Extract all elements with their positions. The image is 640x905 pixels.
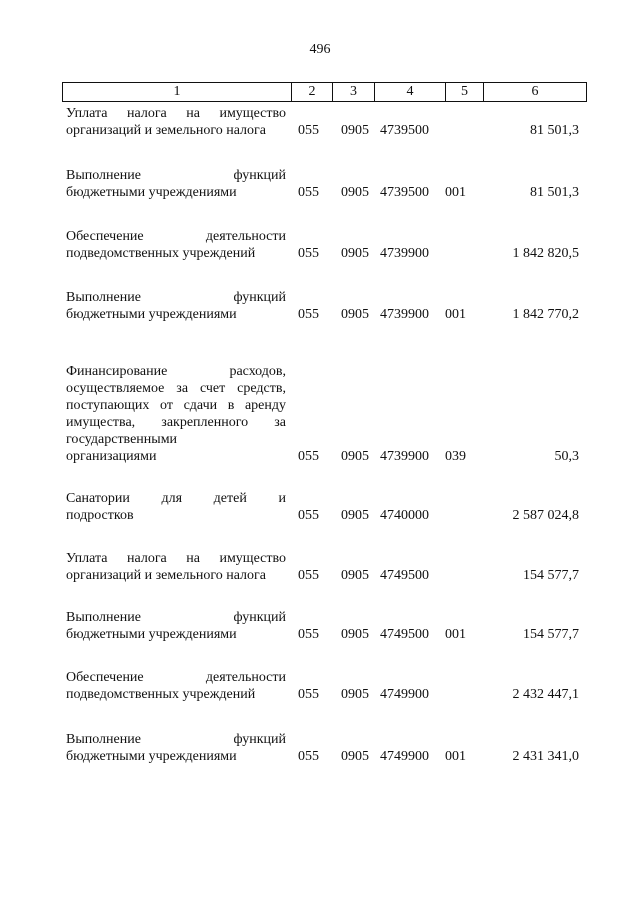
row-description: [66, 228, 286, 262]
cell-c3: 0905: [341, 307, 369, 322]
row-description: [66, 289, 286, 323]
cell-c2: 055: [298, 185, 319, 200]
description-line: государственными: [66, 432, 178, 447]
description-line: Выполнение функций: [66, 732, 286, 747]
cell-c2: 055: [298, 246, 319, 261]
cell-c4: 4739900: [380, 449, 429, 464]
header-col-5: 5: [446, 83, 484, 101]
table-row: [62, 167, 587, 201]
row-description: [66, 490, 286, 524]
description-line: имущества, закрепленного за: [66, 415, 286, 430]
cell-c2: 055: [298, 123, 319, 138]
description-line: Обеспечение деятельности: [66, 229, 286, 244]
description-line: подростков: [66, 508, 134, 523]
header-col-4: 4: [375, 83, 446, 101]
table-row: [62, 550, 587, 584]
cell-c3: 0905: [341, 185, 369, 200]
cell-c6: 154 577,7: [523, 568, 579, 583]
cell-c3: 0905: [341, 568, 369, 583]
header-col-3: 3: [333, 83, 375, 101]
cell-c4: 4749500: [380, 568, 429, 583]
cell-c6: 81 501,3: [530, 123, 579, 138]
row-description: [66, 609, 286, 643]
cell-c6: 81 501,3: [530, 185, 579, 200]
cell-c3: 0905: [341, 508, 369, 523]
row-description: [66, 167, 286, 201]
cell-c2: 055: [298, 627, 319, 642]
cell-c5: 001: [445, 307, 466, 322]
cell-c3: 0905: [341, 449, 369, 464]
table-row: [62, 490, 587, 524]
cell-c4: 4749900: [380, 687, 429, 702]
cell-c4: 4739900: [380, 307, 429, 322]
cell-c6: 50,3: [554, 449, 579, 464]
cell-c2: 055: [298, 508, 319, 523]
row-description: [66, 550, 286, 584]
description-line: организациями: [66, 449, 157, 464]
header-col-6: 6: [531, 84, 539, 99]
description-line: осуществляемое за счет средств,: [66, 381, 286, 396]
description-line: бюджетными учреждениями: [66, 749, 237, 764]
description-line: Санатории для детей и: [66, 491, 286, 506]
cell-c2: 055: [298, 307, 319, 322]
cell-c3: 0905: [341, 749, 369, 764]
description-line: Выполнение функций: [66, 290, 286, 305]
cell-c3: 0905: [341, 687, 369, 702]
cell-c2: 055: [298, 449, 319, 464]
description-line: поступающих от сдачи в аренду: [66, 398, 286, 413]
cell-c4: 4740000: [380, 508, 429, 523]
description-line: бюджетными учреждениями: [66, 307, 237, 322]
cell-c4: 4739900: [380, 246, 429, 261]
cell-c5: 001: [445, 185, 466, 200]
table-header: [62, 82, 587, 102]
header-col-1: 1: [63, 83, 292, 101]
description-line: организаций и земельного налога: [66, 123, 266, 138]
table-row: [62, 105, 587, 139]
table-row: [62, 731, 587, 765]
cell-c5: 001: [445, 749, 466, 764]
cell-c4: 4749500: [380, 627, 429, 642]
cell-c4: 4749900: [380, 749, 429, 764]
cell-c5: 039: [445, 449, 466, 464]
description-line: бюджетными учреждениями: [66, 185, 237, 200]
description-line: подведомственных учреждений: [66, 246, 256, 261]
cell-c6: 1 842 770,2: [512, 307, 579, 322]
cell-c6: 2 431 341,0: [512, 749, 579, 764]
cell-c2: 055: [298, 568, 319, 583]
cell-c6: 2 432 447,1: [512, 687, 579, 702]
table-row: [62, 669, 587, 703]
cell-c3: 0905: [341, 123, 369, 138]
cell-c6: 1 842 820,5: [512, 246, 579, 261]
description-line: Уплата налога на имущество: [66, 551, 286, 566]
cell-c2: 055: [298, 687, 319, 702]
cell-c2: 055: [298, 749, 319, 764]
table-row: [62, 363, 587, 465]
row-description: [66, 669, 286, 703]
description-line: организаций и земельного налога: [66, 568, 266, 583]
description-line: Выполнение функций: [66, 168, 286, 183]
table-row: [62, 228, 587, 262]
table-row: [62, 289, 587, 323]
cell-c3: 0905: [341, 246, 369, 261]
description-line: Выполнение функций: [66, 610, 286, 625]
row-description: [66, 105, 286, 139]
cell-c4: 4739500: [380, 123, 429, 138]
cell-c6: 154 577,7: [523, 627, 579, 642]
table-row: [62, 609, 587, 643]
description-line: Обеспечение деятельности: [66, 670, 286, 685]
description-line: Финансирование расходов,: [66, 364, 286, 379]
cell-c3: 0905: [341, 627, 369, 642]
page-number: 496: [309, 42, 331, 57]
description-line: Уплата налога на имущество: [66, 106, 286, 121]
description-line: подведомственных учреждений: [66, 687, 256, 702]
cell-c6: 2 587 024,8: [512, 508, 579, 523]
description-line: бюджетными учреждениями: [66, 627, 237, 642]
header-col-2: 2: [292, 83, 333, 101]
cell-c5: 001: [445, 627, 466, 642]
row-description: [66, 731, 286, 765]
cell-c4: 4739500: [380, 185, 429, 200]
row-description: [66, 363, 286, 465]
